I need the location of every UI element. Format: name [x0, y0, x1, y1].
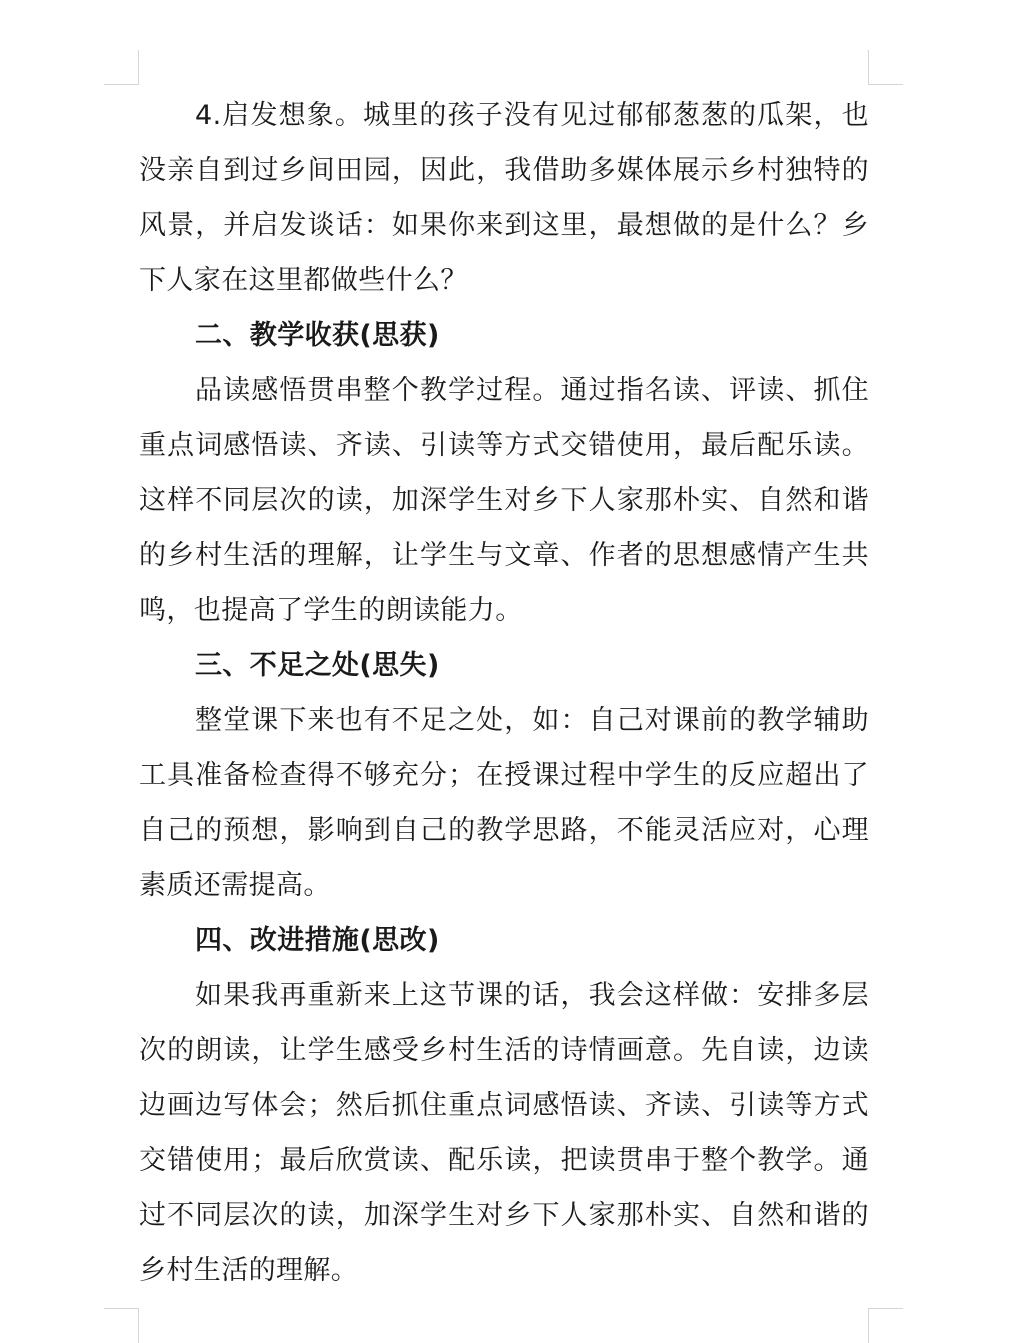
paragraph-teaching-gains: 品读感悟贯串整个教学过程。通过指名读、评读、抓住重点词感悟读、齐读、引读等方式交错使用，最后配乐读。这样不同层次的读，加深学生对乡下人家那朴实、自然和谐的乡村生活的理解，让学生与文章、作者的思想感情产生共鸣，也提高了学生的朗读能力。 [139, 375, 869, 626]
heading-teaching-gains: 二、教学收获(思获) [195, 320, 440, 351]
heading-improvements: 四、改进措施(思改) [195, 925, 440, 956]
paragraph-improvements: 如果我再重新来上这节课的话，我会这样做：安排多层次的朗读，让学生感受乡村生活的诗情画意。先自读，边读边画边写体会；然后抓住重点词感悟读、齐读、引读等方式交错使用；最后欣赏读、配乐读，把读贯串于整个教学。通过不同层次的读，加深学生对乡下人家那朴实、自然和谐的乡村生活的理解。 [139, 980, 869, 1286]
paragraph-shortcomings: 整堂课下来也有不足之处，如：自己对课前的教学辅助工具准备检查得不够充分；在授课过程中学生的反应超出了自己的预想，影响到自己的教学思路，不能灵活应对，心理素质还需提高。 [139, 705, 869, 901]
paragraph-inspire-imagination: 4.启发想象。城里的孩子没有见过郁郁葱葱的瓜架，也没亲自到过乡间田园，因此，我借助多媒体展示乡村独特的风景，并启发谈话：如果你来到这里，最想做的是什么？乡下人家在这里都做些什么？ [139, 100, 869, 296]
page-corner-mark-bottom-right [868, 1308, 903, 1343]
document-body [139, 88, 869, 1298]
page-corner-mark-bottom-left [104, 1308, 139, 1343]
heading-shortcomings: 三、不足之处(思失) [195, 650, 440, 681]
page-corner-mark-top-right [868, 50, 903, 85]
page-corner-mark-top-left [104, 50, 139, 85]
